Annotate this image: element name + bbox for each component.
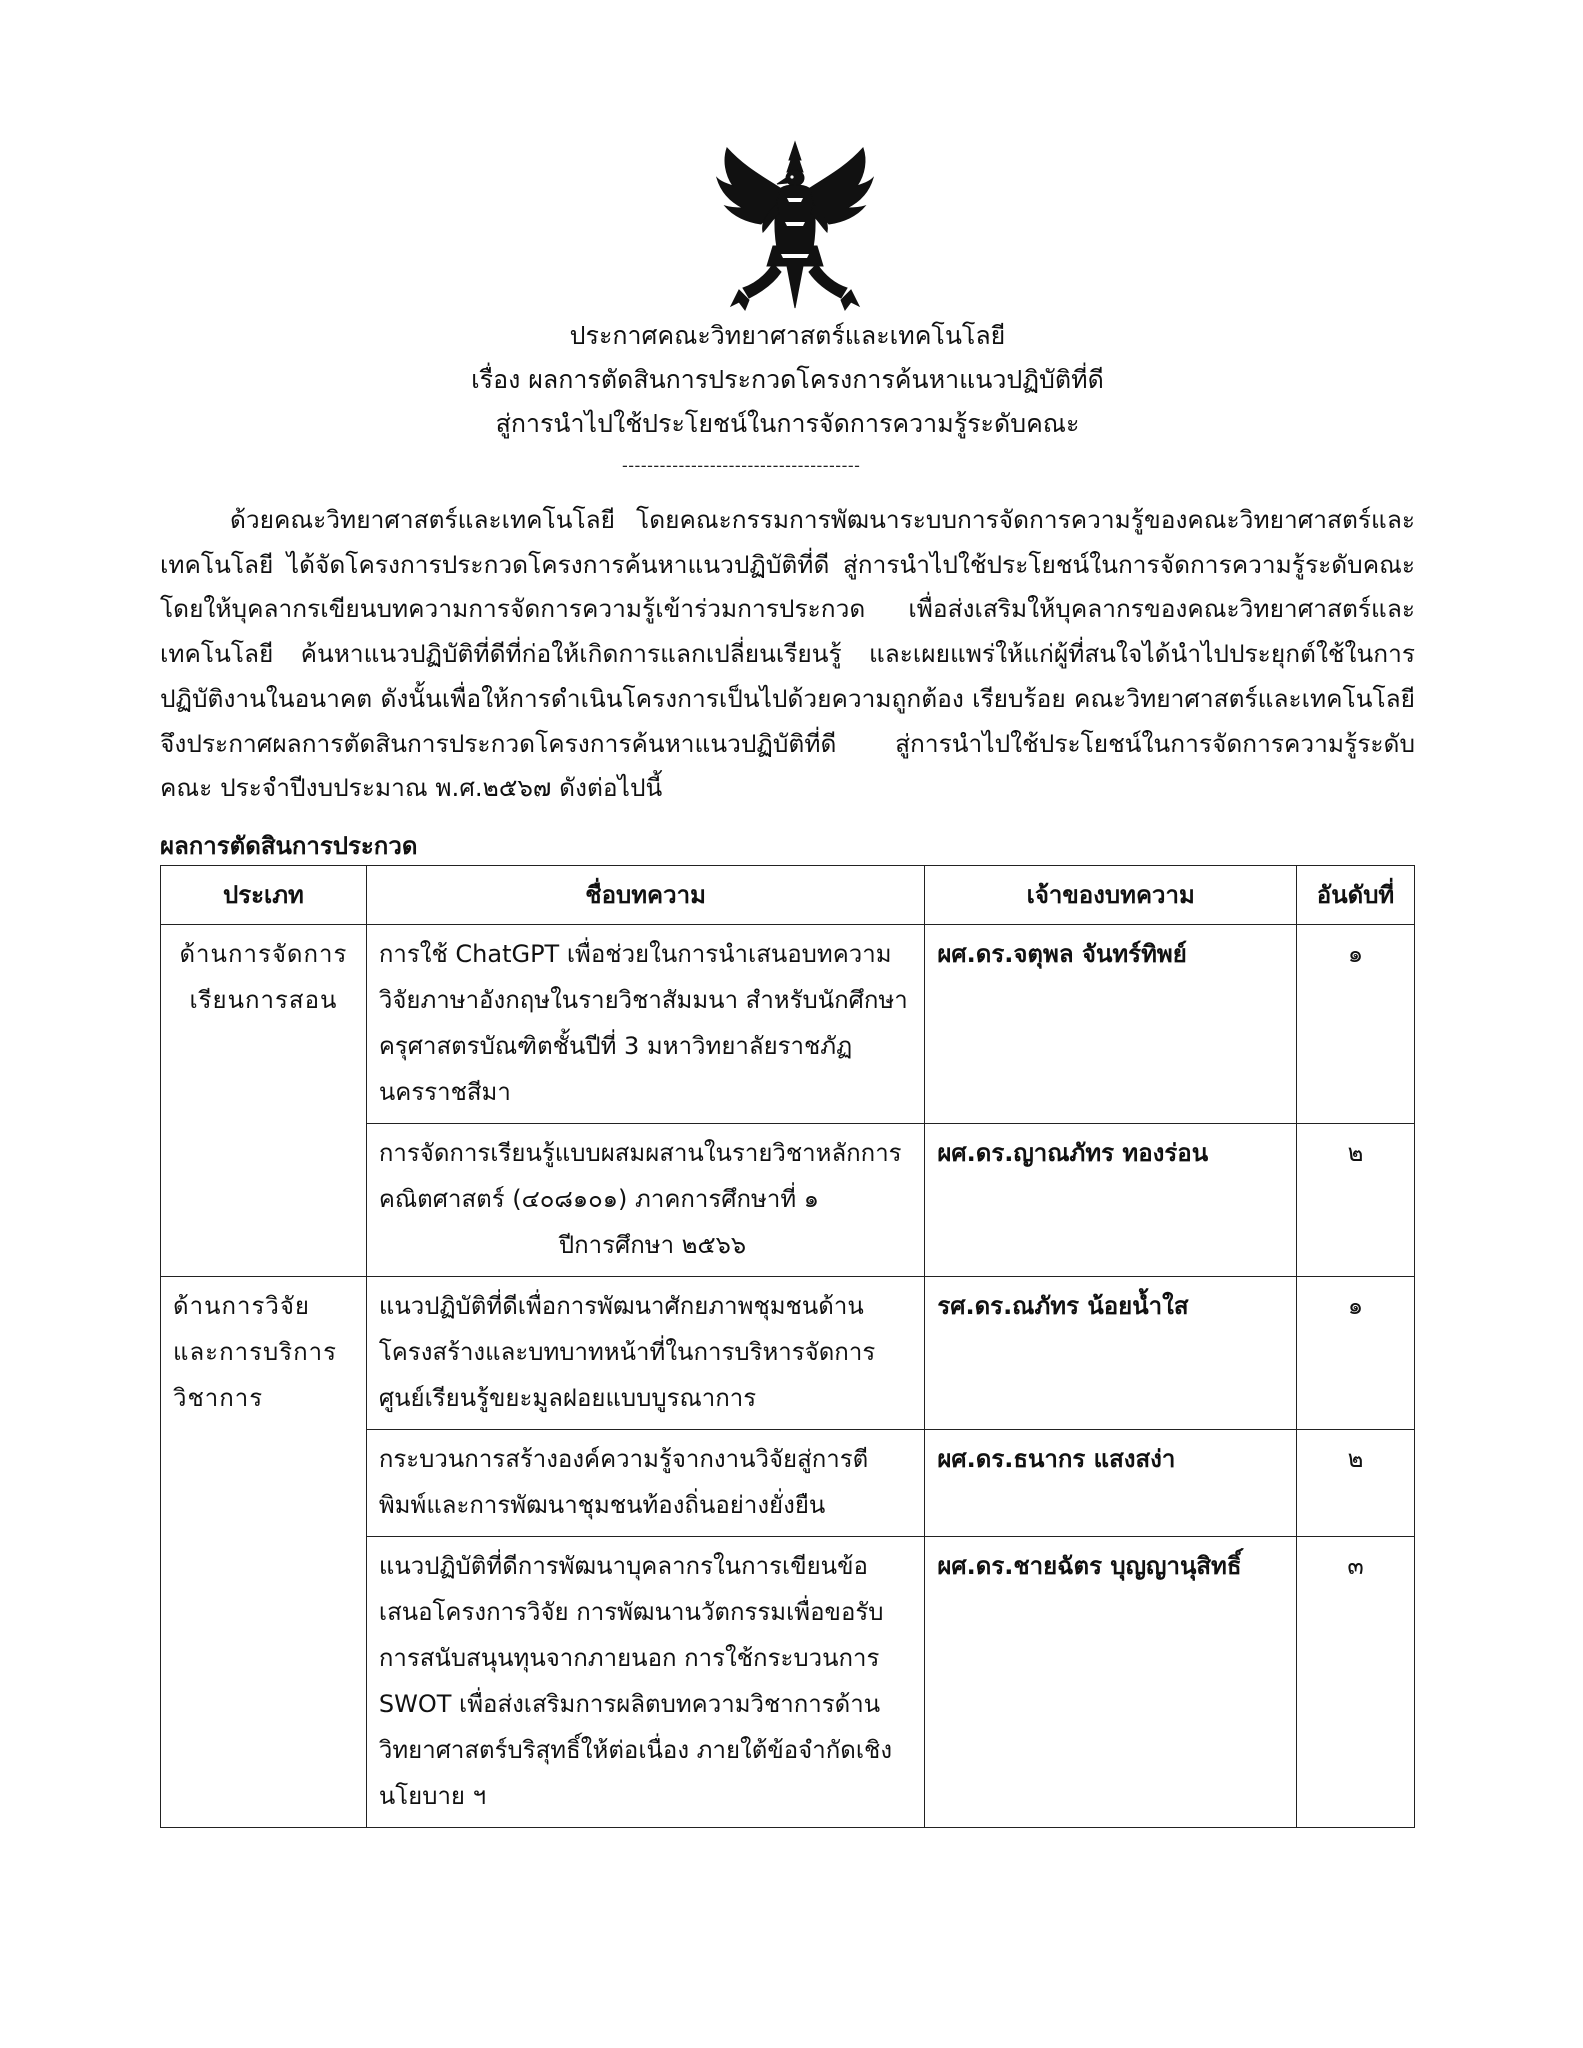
article-rank: ๓ (1297, 1537, 1415, 1828)
article-title-part: การจัดการเรียนรู้แบบผสมผสานในรายวิชาหลักการคณิตศาสตร์ (๔๐๘๑๐๑) ภาคการศึกษาที่ ๑ (378, 1139, 902, 1213)
header-category: ประเภท (161, 866, 367, 925)
article-title: แนวปฏิบัติที่ดีเพื่อการพัฒนาศักยภาพชุมชนด้านโครงสร้างและบทบาทหน้าที่ในการบริหารจัดการศูนย์เรียนรู้ขยะมูลฝอยแบบบูรณาการ (366, 1277, 924, 1430)
header-article-title: ชื่อบทความ (366, 866, 924, 925)
article-owner: ผศ.ดร.ชายฉัตร บุญญานุสิทธิ์ (925, 1537, 1297, 1828)
article-title: กระบวนการสร้างองค์ความรู้จากงานวิจัยสู่การตีพิมพ์และการพัฒนาชุมชนท้องถิ่นอย่างยั่งยืน (366, 1430, 924, 1537)
announcement-subject: เรื่อง ผลการตัดสินการประกวดโครงการค้นหาแนวปฏิบัติที่ดี (471, 365, 1104, 394)
article-rank: ๑ (1297, 1277, 1415, 1430)
article-rank: ๒ (1297, 1430, 1415, 1537)
announcement-paragraph: ด้วยคณะวิทยาศาสตร์และเทคโนโลยี โดยคณะกรรมการพัฒนาระบบการจัดการความรู้ของคณะวิทยาศาสตร์และเทคโนโลยี ได้จัดโครงการประกวดโครงการค้นหาแนวปฏิบัติที่ดี สู่การนำไปใช้ประโยชน์ในการจัดการความรู้ระดับคณะ โดยให้บุคลากรเขียนบทความการจัดการความรู้เข้าร่วมการประกวด เพื่อส่งเสริมให้บุคลากรของคณะวิทยาศาสตร์และเทคโนโลยี ค้นหาแนวปฏิบัติที่ดีที่ก่อให้เกิดการแลกเปลี่ยนเรียนรู้ และเผยแพร่ให้แก่ผู้ที่สนใจได้นำไปประยุกต์ใช้ในการปฏิบัติงานในอนาคต ดังนั้นเพื่อให้การดำเนินโครงการเป็นไปด้วยความถูกต้อง เรียบร้อย คณะวิทยาศาสตร์และเทคโนโลยี จึงประกาศผลการตัดสินการประกวดโครงการค้นหาแนวปฏิบัติที่ดี สู่การนำไปใช้ประโยชน์ในการจัดการความรู้ระดับคณะ ประจำปีงบประมาณ พ.ศ.๒๕๖๗ ดังต่อไปนี้ (160, 505, 1415, 803)
article-owner: ผศ.ดร.ญาณภัทร ทองร่อน (925, 1124, 1297, 1277)
announcement-title-block (160, 314, 1415, 446)
category-research: ด้านการวิจัยและการบริการวิชาการ (161, 1277, 367, 1828)
table-row (161, 925, 1415, 1124)
table-row (161, 1277, 1415, 1430)
title-separator: -------------------------------------- (622, 456, 861, 475)
article-title: แนวปฏิบัติที่ดีการพัฒนาบุคลากรในการเขียนข้อเสนอโครงการวิจัย การพัฒนานวัตกรรมเพื่อขอรับการสนับสนุนทุนจากภายนอก การใช้กระบวนการ SWOT เพื่อส่งเสริมการผลิตบทความวิชาการด้านวิทยาศาสตร์บริสุทธิ์ให้ต่อเนื่อง ภายใต้ข้อจำกัดเชิงนโยบาย ฯ (366, 1537, 924, 1828)
announcement-subject-cont: สู่การนำไปใช้ประโยชน์ในการจัดการความรู้ระดับคณะ (495, 409, 1080, 438)
header-rank: อันดับที่ (1297, 866, 1415, 925)
article-rank: ๑ (1297, 925, 1415, 1124)
article-title-part: ปีการศึกษา ๒๕๖๖ (558, 1231, 747, 1259)
garuda-emblem-icon (715, 138, 875, 316)
announcement-issuer: ประกาศคณะวิทยาศาสตร์และเทคโนโลยี (569, 321, 1006, 350)
table-header-row (161, 866, 1415, 925)
results-table (160, 865, 1415, 1828)
article-title (366, 1124, 924, 1277)
article-title: การใช้ ChatGPT เพื่อช่วยในการนำเสนอบทความวิจัยภาษาอังกฤษในรายวิชาสัมมนา สำหรับนักศึกษาครุศาสตรบัณฑิตชั้นปีที่ 3 มหาวิทยาลัยราชภัฏนครราชสีมา (366, 925, 924, 1124)
header-article-owner: เจ้าของบทความ (925, 866, 1297, 925)
category-teaching: ด้านการจัดการเรียนการสอน (161, 925, 367, 1277)
article-owner: รศ.ดร.ณภัทร น้อยน้ำใส (925, 1277, 1297, 1430)
results-heading: ผลการตัดสินการประกวด (160, 832, 418, 860)
article-owner: ผศ.ดร.จตุพล จันทร์ทิพย์ (925, 925, 1297, 1124)
article-rank: ๒ (1297, 1124, 1415, 1277)
article-owner: ผศ.ดร.ธนากร แสงสง่า (925, 1430, 1297, 1537)
